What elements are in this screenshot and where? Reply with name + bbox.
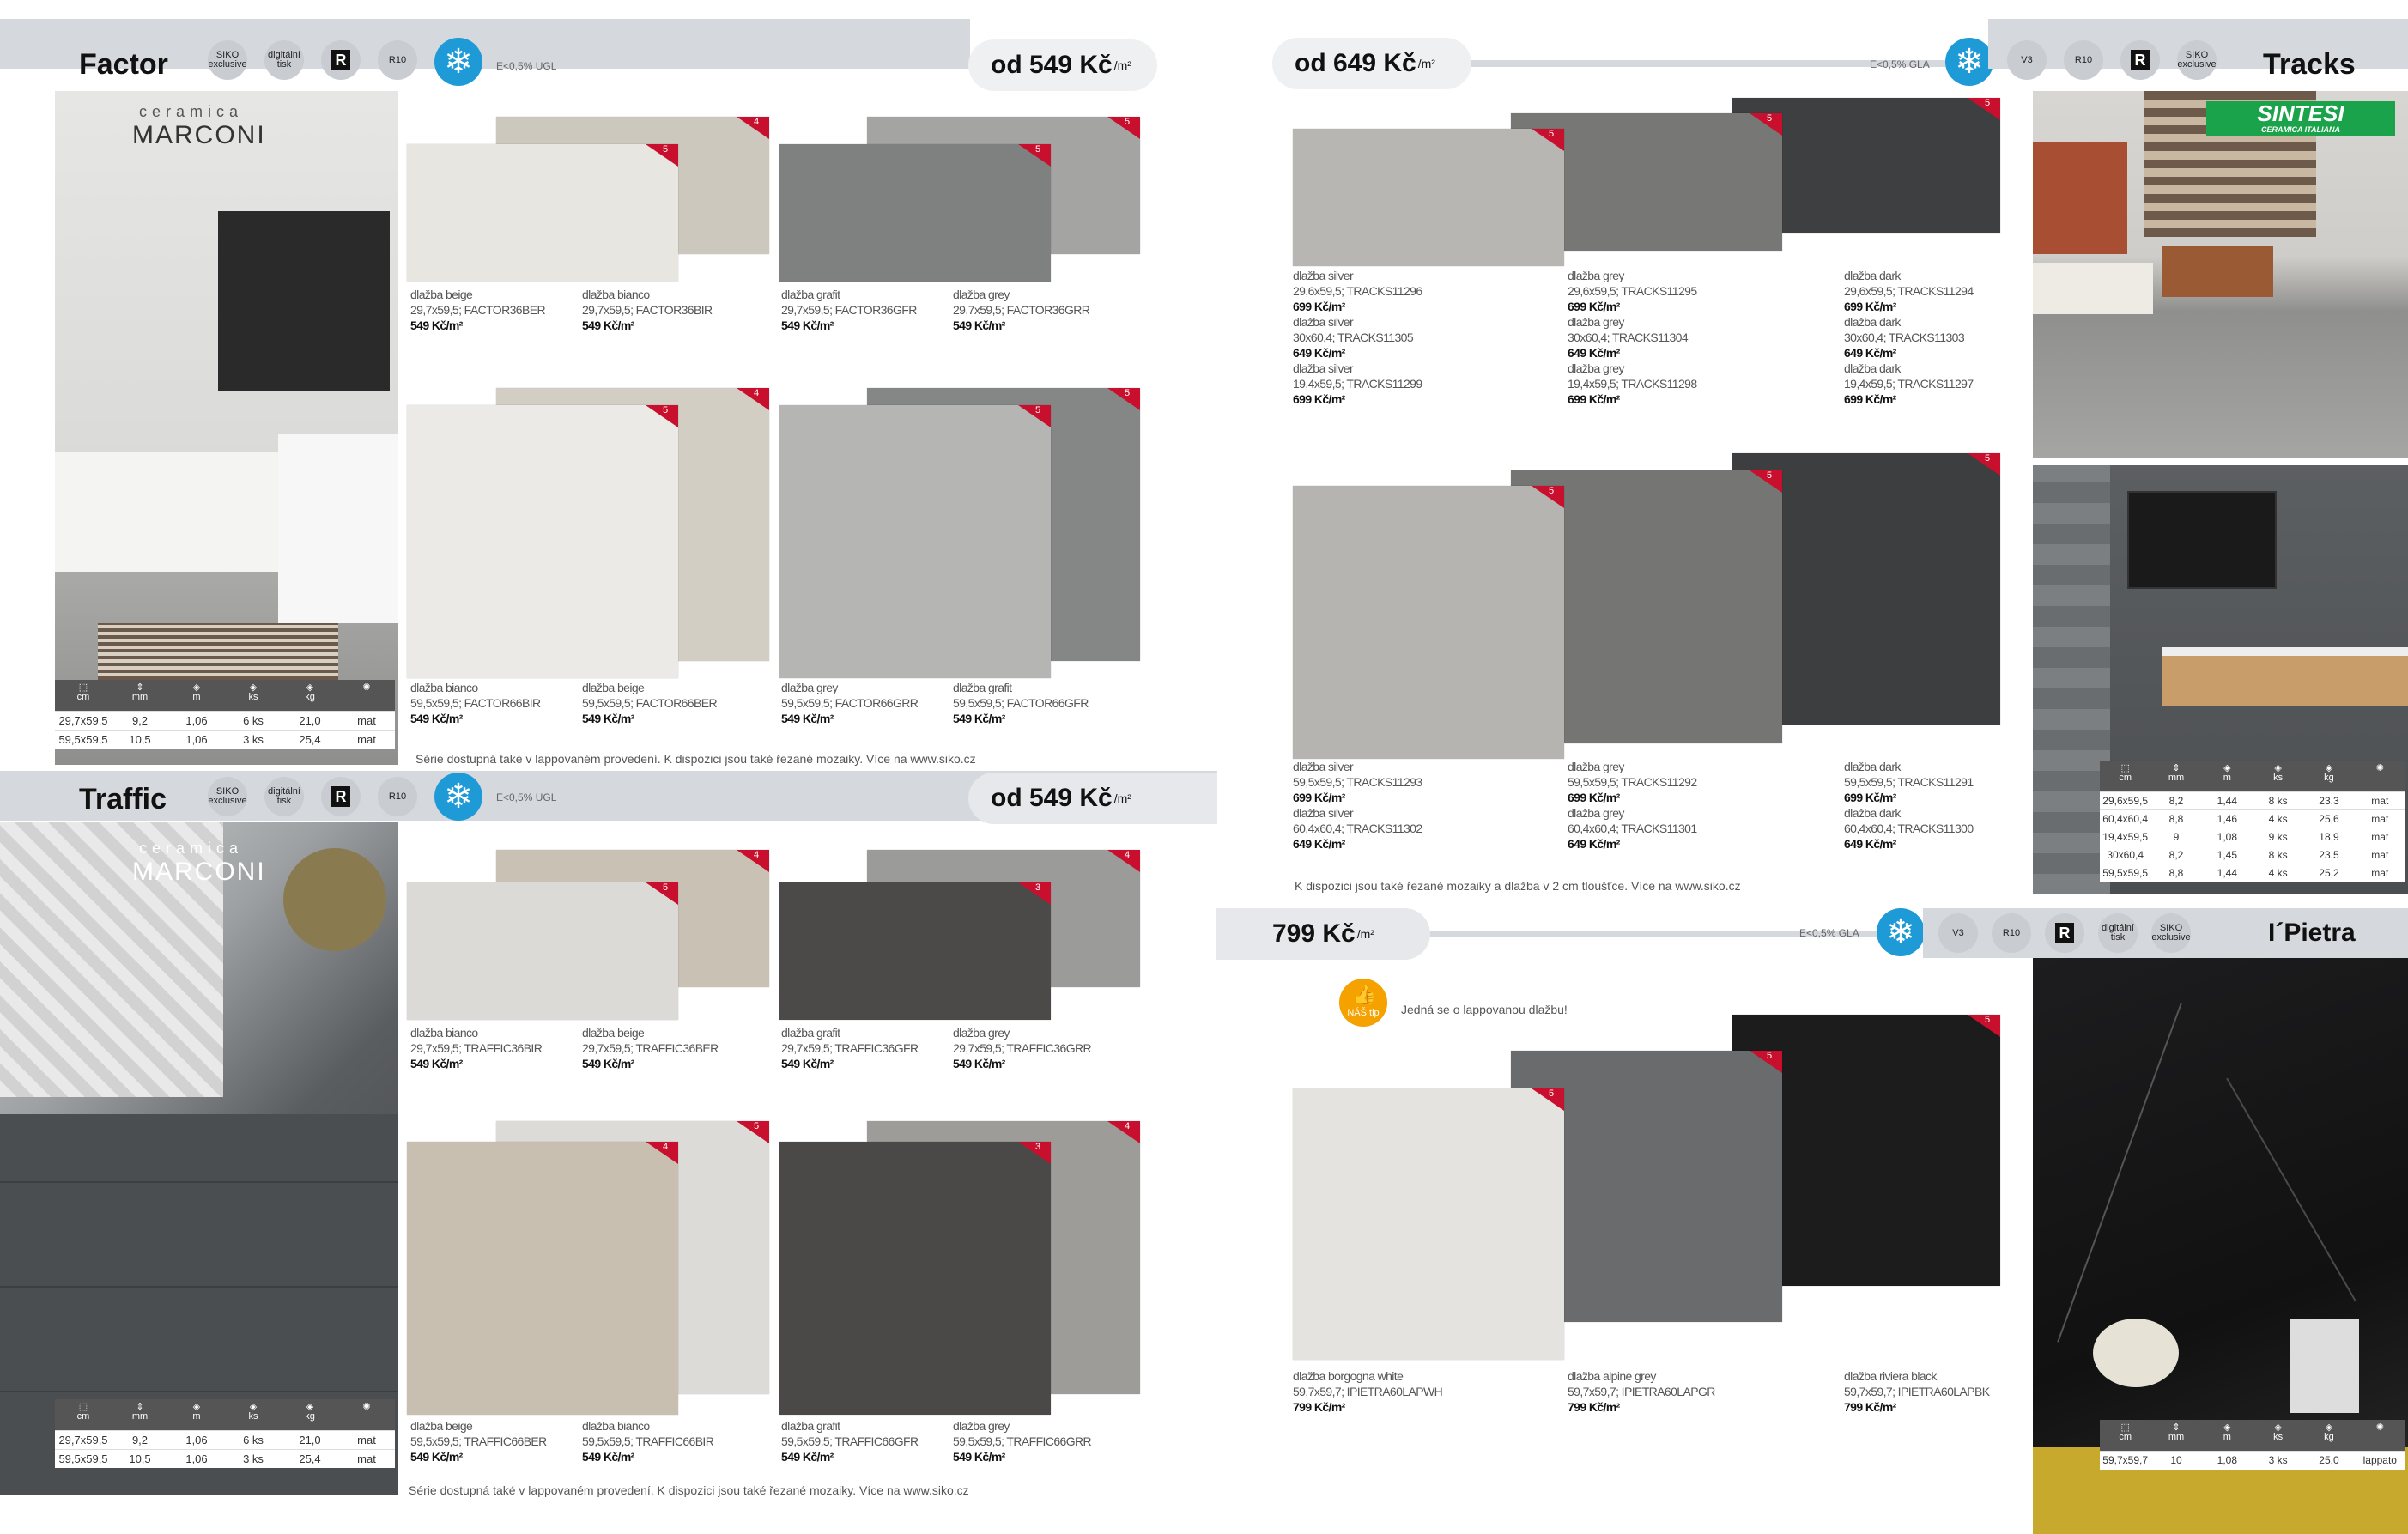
tile-factor-beige-60x60: 4 [496, 388, 769, 661]
product-caption: dlažba bianco 29,7x59,5; TRAFFIC36BIR 549 Kč/m² [410, 1026, 543, 1070]
weight-icon: ◈ kg [305, 1402, 315, 1422]
product-caption: dlažba bianco 29,7x59,5; FACTOR36BIR 549 Kč/m² [582, 288, 713, 332]
spec-row: 30x60,4 8,2 1,45 8 ks 23,5 mat [2100, 846, 2405, 864]
product-caption: dlažba beige 29,7x59,5; FACTOR36BER 549 Kč/m² [410, 288, 545, 332]
tile-tracks-dark-30x60: 5 [1732, 98, 2000, 233]
tile-ipietra-alpine-grey: 5 [1511, 1051, 1782, 1322]
tracks-note: K dispozici jsou také řezané mozaiky a dlažba v 2 cm tloušťce. Více na www.siko.cz [1295, 879, 1741, 893]
factor-note: Série dostupná také v lappovaném provedení. K dispozici jsou také řezané mozaiky. Více na www.siko.cz [415, 752, 976, 766]
spec-row: 29,7x59,5 9,2 1,06 6 ks 21,0 mat [55, 711, 395, 730]
tile-traffic-grey-60x60: 4 [867, 1121, 1140, 1394]
product-caption: dlažba grey 59,5x59,5; TRAFFIC66GRR 549 Kč/m² [953, 1419, 1092, 1464]
weight-icon: ◈ kg [2324, 1422, 2334, 1442]
thickness-icon: ⇕ mm [131, 682, 149, 702]
tile-tracks-silver-30x60: 5 [1293, 129, 1564, 266]
size-icon: ⬚ cm [2119, 763, 2132, 783]
factor-room-photo [55, 91, 398, 765]
digital-print-icon: digitální tisk [264, 40, 304, 80]
product-caption: dlažba bianco 59,5x59,5; FACTOR66BIR 549 Kč/m² [410, 681, 541, 725]
frost-resistant-icon: ❄ [434, 773, 482, 821]
tile-ipietra-borgogna-white: 5 [1293, 1088, 1564, 1360]
rectified-icon: R [2045, 913, 2084, 953]
factor-title: Factor [79, 48, 168, 81]
tile-traffic-grafit-60x60: 3 [779, 1142, 1051, 1415]
factor-price: od 549 Kč /m² [968, 39, 1157, 91]
spec-row: 60,4x60,4 8,8 1,46 4 ks 25,6 mat [2100, 809, 2405, 828]
product-caption: dlažba beige 59,5x59,5; TRAFFIC66BER 549 Kč/m² [410, 1419, 547, 1464]
tile-factor-bianco-60x60: 5 [407, 405, 678, 678]
tracks-energy: E<0,5% GLA [1870, 58, 1930, 70]
tile-traffic-grafit-30x60: 3 [779, 882, 1051, 1020]
tracks-living-room-photo [2033, 91, 2408, 458]
factor-energy: E<0,5% UGL [496, 60, 557, 72]
frost-resistant-icon: ❄ [1877, 908, 1925, 956]
traffic-note: Série dostupná také v lappovaném provedení. K dispozici jsou také řezané mozaiky. Více na www.siko.cz [409, 1483, 969, 1497]
area-icon: ◈ m [192, 1402, 201, 1422]
spec-row: 59,7x59,7 10 1,08 3 ks 25,0 lappato [2100, 1451, 2405, 1470]
area-icon: ◈ m [2223, 763, 2231, 783]
product-caption: dlažba grafit 29,7x59,5; FACTOR36GFR 549 Kč/m² [781, 288, 917, 332]
product-caption: dlažba bianco 59,5x59,5; TRAFFIC66BIR 549 Kč/m² [582, 1419, 714, 1464]
product-caption: dlažba grey 29,6x59,5; TRACKS11295 699 Kč/m² dlažba grey 30x60,4; TRACKS11304 649 Kč/m² dlažba grey 19,4x59,5; TRACKS11298 699 Kč/m² [1568, 269, 1697, 406]
product-caption: dlažba alpine grey 59,7x59,7; IPIETRA60LAPGR 799 Kč/m² [1568, 1369, 1715, 1414]
tile-traffic-beige-30x60: 4 [496, 850, 769, 987]
spec-row: 59,5x59,5 8,8 1,44 4 ks 25,2 mat [2100, 864, 2405, 882]
product-caption: dlažba grey 29,7x59,5; FACTOR36GRR 549 Kč/m² [953, 288, 1090, 332]
area-icon: ◈ m [2223, 1422, 2231, 1442]
area-icon: ◈ m [192, 682, 201, 702]
variation-v3-icon: V3 [1938, 913, 1978, 953]
spec-row: 29,7x59,5 9,2 1,06 6 ks 21,0 mat [55, 1430, 395, 1449]
spec-row: 19,4x59,5 9 1,08 9 ks 18,9 mat [2100, 828, 2405, 846]
weight-icon: ◈ kg [2324, 763, 2334, 783]
ipietra-tip: Jedná se o lappovanou dlažbu! [1401, 1003, 1568, 1016]
pieces-icon: ◈ ks [2273, 763, 2284, 783]
frost-resistant-icon: ❄ [1945, 38, 1993, 86]
tracks-spec-table [2100, 761, 2405, 882]
size-icon: ⬚ cm [76, 682, 90, 702]
pieces-icon: ◈ ks [2273, 1422, 2284, 1442]
rectified-icon: R [321, 777, 361, 816]
thickness-icon: ⇕ mm [131, 1402, 149, 1422]
slip-r10-icon: R10 [1992, 913, 2031, 953]
variation-v3-icon: V3 [2007, 40, 2047, 80]
traffic-price: od 549 Kč /m² [968, 773, 1217, 824]
traffic-room-photo [0, 822, 398, 1495]
tile-factor-bianco-30x60: 5 [407, 144, 678, 282]
tracks-price: od 649 Kč /m² [1272, 38, 1471, 89]
pieces-icon: ◈ ks [248, 682, 258, 702]
tile-ipietra-riviera-black: 5 [1732, 1015, 2000, 1286]
tile-traffic-beige-60x60: 4 [407, 1142, 678, 1415]
tile-traffic-bianco-30x60: 5 [407, 882, 678, 1020]
tile-tracks-grey-30x60: 5 [1511, 113, 1782, 251]
product-caption: dlažba grey 29,7x59,5; TRAFFIC36GRR 549 Kč/m² [953, 1026, 1092, 1070]
size-icon: ⬚ cm [76, 1402, 90, 1422]
factor-brand-logo: ceramica MARCONI [132, 103, 266, 149]
traffic-brand-logo: ceramica MARCONI [132, 840, 266, 886]
siko-exclusive-icon: SIKO exclusive [2177, 40, 2217, 80]
product-caption: dlažba dark 59,5x59,5; TRACKS11291 699 Kč/m² dlažba dark 60,4x60,4; TRACKS11300 649 Kč/m² [1844, 760, 1974, 851]
tile-traffic-grey-30x60: 4 [867, 850, 1140, 987]
tile-tracks-silver-60x60: 5 [1293, 486, 1564, 759]
slip-r10-icon: R10 [2064, 40, 2103, 80]
pieces-icon: ◈ ks [248, 1402, 258, 1422]
tile-traffic-bianco-60x60: 5 [496, 1121, 769, 1394]
tile-tracks-grey-60x60: 5 [1511, 470, 1782, 743]
ipietra-title: I´Pietra [2268, 919, 2356, 947]
thickness-icon: ⇕ mm [2168, 763, 2185, 783]
product-caption: dlažba grafit 59,5x59,5; TRAFFIC66GFR 549 Kč/m² [781, 1419, 919, 1464]
product-caption: dlažba beige 59,5x59,5; FACTOR66BER 549 Kč/m² [582, 681, 717, 725]
product-caption: dlažba grey 59,5x59,5; FACTOR66GRR 549 Kč/m² [781, 681, 919, 725]
ipietra-energy: E<0,5% GLA [1799, 927, 1859, 939]
rectified-icon: R [321, 40, 361, 80]
spec-row: 29,6x59,5 8,2 1,44 8 ks 23,3 mat [2100, 791, 2405, 809]
tile-tracks-dark-60x60: 5 [1732, 453, 2000, 725]
thickness-icon: ⇕ mm [2168, 1422, 2185, 1442]
digital-print-icon: digitální tisk [2098, 913, 2138, 953]
product-caption: dlažba riviera black 59,7x59,7; IPIETRA60LAPBK 799 Kč/m² [1844, 1369, 1990, 1414]
ipietra-spec-table [2100, 1420, 2405, 1470]
product-caption: dlažba dark 29,6x59,5; TRACKS11294 699 Kč/m² dlažba dark 30x60,4; TRACKS11303 649 Kč/m² dlažba dark 19,4x59,5; TRACKS11297 699 Kč/m² [1844, 269, 1974, 406]
tile-factor-beige-30x60: 4 [496, 117, 769, 254]
product-caption: dlažba grafit 59,5x59,5; FACTOR66GFR 549 Kč/m² [953, 681, 1089, 725]
slip-r10-icon: R10 [378, 40, 417, 80]
tile-factor-grey-60x60: 5 [779, 405, 1051, 678]
digital-print-icon: digitální tisk [264, 777, 304, 816]
siko-exclusive-icon: SIKO exclusive [2151, 913, 2191, 953]
factor-spec-table [55, 680, 395, 749]
siko-exclusive-icon: SIKO exclusive [208, 40, 247, 80]
traffic-spec-table [55, 1399, 395, 1468]
our-tip-badge: NÁŠ tip [1339, 979, 1387, 1027]
spec-row: 59,5x59,5 10,5 1,06 3 ks 25,4 mat [55, 730, 395, 749]
frost-resistant-icon: ❄ [434, 38, 482, 86]
tile-factor-grafit-60x60: 5 [867, 388, 1140, 661]
product-caption: dlažba beige 29,7x59,5; TRAFFIC36BER 549 Kč/m² [582, 1026, 719, 1070]
finish-icon: ✺ [362, 682, 371, 693]
siko-exclusive-icon: SIKO exclusive [208, 777, 247, 816]
finish-icon: ✺ [2375, 1422, 2384, 1433]
product-caption: dlažba silver 29,6x59,5; TRACKS11296 699 Kč/m² dlažba silver 30x60,4; TRACKS11305 649 Kč/m² dlažba silver 19,4x59,5; TRACKS11299 699 Kč/m² [1293, 269, 1422, 406]
product-caption: dlažba silver 59,5x59,5; TRACKS11293 699 Kč/m² dlažba silver 60,4x60,4; TRACKS11302 649 Kč/m² [1293, 760, 1422, 851]
ipietra-price: 799 Kč /m² [1216, 908, 1430, 960]
slip-r10-icon: R10 [378, 777, 417, 816]
size-icon: ⬚ cm [2119, 1422, 2132, 1442]
traffic-title: Traffic [79, 783, 167, 816]
finish-icon: ✺ [2375, 763, 2384, 773]
thumbs-up-icon: 👍 [1353, 984, 1377, 1005]
tracks-title: Tracks [2263, 48, 2356, 81]
weight-icon: ◈ kg [305, 682, 315, 702]
product-caption: dlažba borgogna white 59,7x59,7; IPIETRA60LAPWH 799 Kč/m² [1293, 1369, 1443, 1414]
tile-factor-grey-30x60: 5 [867, 117, 1140, 254]
tile-factor-grafit-30x60: 5 [779, 144, 1051, 282]
traffic-energy: E<0,5% UGL [496, 791, 557, 803]
product-caption: dlažba grafit 29,7x59,5; TRAFFIC36GFR 549 Kč/m² [781, 1026, 919, 1070]
tracks-brand-logo: SINTESI CERAMICA ITALIANA [2206, 101, 2395, 136]
rectified-icon: R [2120, 40, 2160, 80]
product-caption: dlažba grey 59,5x59,5; TRACKS11292 699 Kč/m² dlažba grey 60,4x60,4; TRACKS11301 649 Kč/m² [1568, 760, 1697, 851]
spec-row: 59,5x59,5 10,5 1,06 3 ks 25,4 mat [55, 1449, 395, 1468]
finish-icon: ✺ [362, 1402, 371, 1412]
